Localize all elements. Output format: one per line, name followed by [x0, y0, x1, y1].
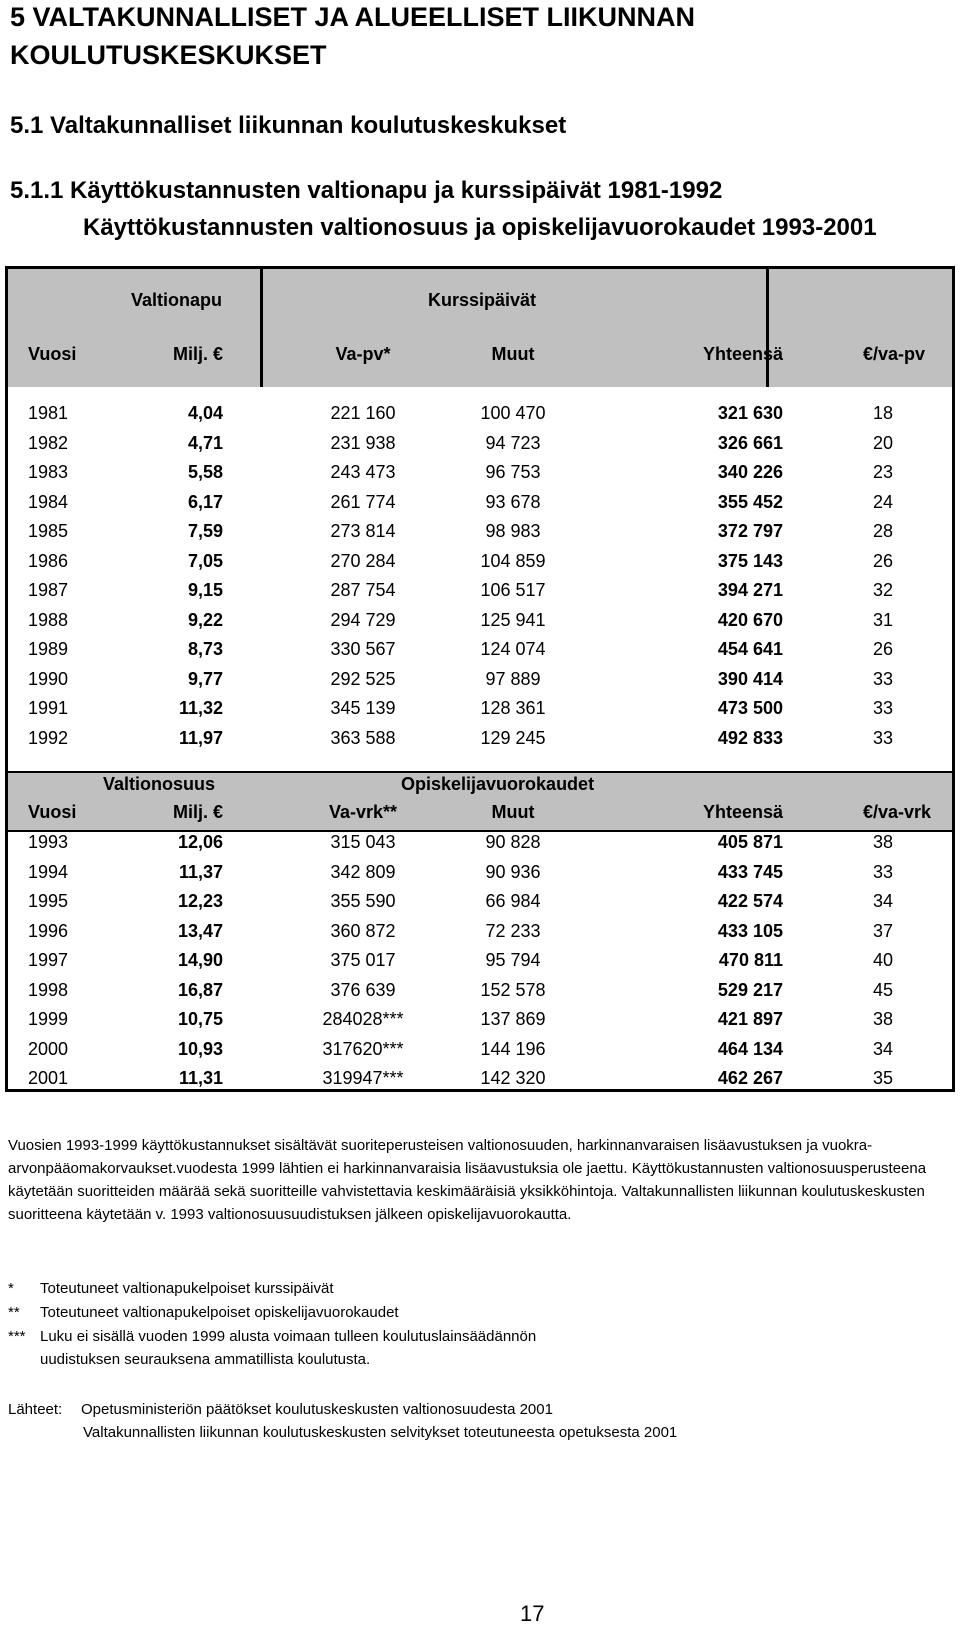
- source-1: Opetusministeriön päätökset koulutuskeskusten valtionosuudesta 2001: [81, 1401, 553, 1418]
- cell-total: 454 641: [717, 639, 783, 659]
- cell-total: 405 871: [717, 832, 783, 852]
- cell-other: 104 859: [480, 550, 546, 571]
- cell-other: 90 828: [485, 832, 541, 852]
- cell-eur-per-day: 26: [872, 550, 894, 571]
- cell-total: 464 134: [717, 1038, 783, 1059]
- cell-eur-per-day: 34: [872, 1038, 894, 1059]
- cell-eur-per-day: 31: [872, 609, 894, 630]
- cell-milj-eur: 9,77: [187, 668, 223, 689]
- cell-year: 1983: [28, 462, 69, 482]
- table2-column-header-total: Yhteensä: [702, 802, 783, 822]
- cell-milj-eur: 14,90: [177, 950, 223, 970]
- cell-va-days: 330 567: [330, 639, 396, 659]
- table2-group-left: Valtionosuus: [103, 774, 216, 794]
- cell-milj-eur: 13,47: [177, 920, 223, 941]
- cell-year: 2000: [28, 1038, 69, 1059]
- cell-other: 152 578: [480, 979, 546, 1000]
- cell-year: 1988: [28, 609, 69, 630]
- table1-column-header-milj-eur: Milj. €: [172, 344, 223, 364]
- footnote-item: [8, 1328, 536, 1345]
- cell-year: 1993: [28, 832, 69, 852]
- cell-va-days: 270 284: [330, 550, 396, 571]
- sources-label: Lähteet:: [8, 1401, 63, 1418]
- cell-eur-per-day: 35: [872, 1068, 894, 1088]
- cell-year: 1997: [28, 950, 69, 970]
- cell-eur-per-day: 26: [872, 639, 894, 659]
- cell-total: 492 833: [717, 727, 783, 748]
- cell-total: 420 670: [717, 609, 783, 630]
- cell-milj-eur: 4,04: [187, 403, 223, 423]
- cell-eur-per-day: 33: [872, 668, 894, 689]
- cell-total: 326 661: [717, 432, 783, 453]
- table1-column-header-total: Yhteensä: [702, 344, 783, 364]
- cell-total: 529 217: [717, 979, 783, 1000]
- cell-milj-eur: 16,87: [177, 979, 223, 1000]
- cell-va-days: 315 043: [330, 832, 396, 852]
- cell-milj-eur: 7,59: [187, 521, 223, 541]
- footnote-marker: ***: [8, 1328, 26, 1345]
- cell-other: 96 753: [485, 462, 541, 482]
- cell-va-days: 317620***: [322, 1038, 404, 1059]
- cell-milj-eur: 4,71: [187, 432, 223, 453]
- statistics-table: [5, 266, 955, 1092]
- cell-total: 390 414: [717, 668, 783, 689]
- cell-other: 72 233: [485, 920, 541, 941]
- cell-year: 1998: [28, 979, 69, 1000]
- cell-milj-eur: 11,37: [178, 861, 223, 882]
- cell-milj-eur: 12,06: [177, 832, 223, 852]
- cell-va-days: 319947***: [322, 1068, 404, 1088]
- cell-milj-eur: 8,73: [187, 639, 223, 659]
- cell-eur-per-day: 32: [872, 580, 894, 600]
- cell-year: 2001: [28, 1068, 69, 1088]
- table2-column-header-va-days: Va-vrk**: [328, 802, 398, 822]
- cell-total: 470 811: [718, 950, 783, 970]
- cell-year: 1995: [28, 891, 69, 911]
- footnote-text: Toteutuneet valtionapukelpoiset opiskelijavuorokaudet: [40, 1304, 399, 1321]
- cell-other: 129 245: [480, 727, 546, 748]
- cell-other: 90 936: [485, 861, 541, 882]
- cell-milj-eur: 9,15: [187, 580, 223, 600]
- cell-total: 394 271: [717, 580, 783, 600]
- cell-eur-per-day: 33: [872, 698, 894, 718]
- cell-va-days: 375 017: [330, 950, 396, 970]
- cell-eur-per-day: 23: [872, 462, 894, 482]
- chapter-title-line1: 5 VALTAKUNNALLISET JA ALUEELLISET LIIKUNNAN: [10, 2, 695, 32]
- cell-va-days: 231 938: [330, 432, 396, 453]
- cell-milj-eur: 6,17: [187, 491, 223, 512]
- cell-other: 124 074: [480, 639, 546, 659]
- table1-column-header-eur-per-day: €/va-pv: [863, 344, 926, 364]
- table1-column-header-other: Muut: [491, 344, 535, 364]
- cell-eur-per-day: 34: [872, 891, 894, 911]
- cell-total: 340 226: [717, 462, 783, 482]
- cell-va-days: 273 814: [330, 521, 396, 541]
- cell-other: 142 320: [480, 1068, 546, 1088]
- header-divider-2: [766, 269, 769, 387]
- cell-milj-eur: 11,97: [178, 727, 223, 748]
- table2-group-right: Opiskelijavuorokaudet: [401, 774, 595, 794]
- cell-va-days: 261 774: [330, 491, 396, 512]
- cell-total: 321 630: [717, 403, 783, 423]
- cell-year: 1990: [28, 668, 69, 689]
- cell-va-days: 360 872: [330, 920, 396, 941]
- cell-other: 128 361: [480, 698, 546, 718]
- cell-other: 137 869: [480, 1009, 546, 1029]
- table1-group-left: Valtionapu: [131, 290, 223, 310]
- table1-column-header-va-days: Va-pv*: [335, 344, 391, 364]
- cell-other: 100 470: [480, 403, 546, 423]
- section-title: 5.1 Valtakunnalliset liikunnan koulutuskeskukset: [10, 112, 567, 139]
- cell-other: 106 517: [480, 580, 546, 600]
- table1-header-band: [8, 269, 952, 387]
- cell-milj-eur: 10,75: [177, 1009, 223, 1029]
- footnote-marker: **: [8, 1304, 20, 1321]
- source-2: Valtakunnallisten liikunnan koulutuskeskusten selvitykset toteutuneesta opetuksesta 2001: [83, 1424, 678, 1441]
- cell-year: 1992: [28, 727, 69, 748]
- cell-va-days: 221 160: [330, 403, 396, 423]
- cell-other: 144 196: [480, 1038, 546, 1059]
- cell-eur-per-day: 45: [872, 979, 894, 1000]
- cell-year: 1987: [28, 580, 69, 600]
- cell-eur-per-day: 38: [872, 832, 894, 852]
- cell-eur-per-day: 33: [872, 861, 894, 882]
- cell-year: 1996: [28, 920, 69, 941]
- table2-column-header-year: Vuosi: [28, 802, 77, 822]
- cell-year: 1982: [28, 432, 69, 453]
- cell-eur-per-day: 24: [872, 491, 894, 512]
- cell-va-days: 345 139: [330, 698, 396, 718]
- cell-eur-per-day: 20: [872, 432, 894, 453]
- cell-other: 93 678: [485, 491, 541, 512]
- cell-other: 94 723: [485, 432, 541, 453]
- cell-va-days: 376 639: [330, 979, 396, 1000]
- cell-va-days: 363 588: [330, 727, 396, 748]
- cell-va-days: 287 754: [330, 580, 396, 600]
- table2-column-header-other: Muut: [491, 802, 535, 822]
- table2-column-header-milj-eur: Milj. €: [172, 802, 223, 822]
- footnote-item: [8, 1280, 334, 1297]
- cell-eur-per-day: 28: [872, 521, 894, 541]
- cell-total: 422 574: [717, 891, 783, 911]
- cell-other: 125 941: [480, 609, 546, 630]
- footnote-text: Toteutuneet valtionapukelpoiset kurssipäivät: [40, 1280, 334, 1297]
- cell-eur-per-day: 18: [872, 403, 894, 423]
- cell-va-days: 294 729: [330, 609, 396, 630]
- cell-milj-eur: 12,23: [177, 891, 223, 911]
- page-number: 17: [520, 1601, 545, 1626]
- cell-va-days: 355 590: [330, 891, 396, 911]
- cell-year: 1981: [28, 403, 69, 423]
- footnote-item: [8, 1304, 399, 1321]
- cell-va-days: 243 473: [330, 462, 396, 482]
- chapter-title-line2: KOULUTUSKESKUKSET: [10, 40, 327, 70]
- footnote-text: Luku ei sisällä vuoden 1999 alusta voimaan tulleen koulutuslainsäädännön: [40, 1328, 537, 1345]
- cell-other: 98 983: [485, 521, 541, 541]
- cell-eur-per-day: 40: [872, 950, 894, 970]
- cell-total: 372 797: [717, 521, 783, 541]
- cell-year: 1994: [28, 861, 69, 882]
- cell-year: 1986: [28, 550, 69, 571]
- cell-year: 1999: [28, 1009, 69, 1029]
- cell-milj-eur: 7,05: [187, 550, 223, 571]
- cell-year: 1985: [28, 521, 69, 541]
- cell-total: 473 500: [717, 698, 783, 718]
- cell-va-days: 292 525: [330, 668, 396, 689]
- cell-milj-eur: 11,32: [178, 698, 223, 718]
- header-divider-1: [260, 269, 263, 387]
- cell-eur-per-day: 37: [872, 920, 894, 941]
- subsection-title-line1: 5.1.1 Käyttökustannusten valtionapu ja kurssipäivät 1981-1992: [10, 177, 723, 204]
- cell-milj-eur: 11,31: [178, 1068, 223, 1088]
- table1-column-header-year: Vuosi: [28, 344, 77, 364]
- cell-milj-eur: 10,93: [177, 1038, 223, 1059]
- cell-milj-eur: 9,22: [187, 609, 223, 630]
- cell-va-days: 342 809: [330, 861, 396, 882]
- cell-year: 1989: [28, 639, 69, 659]
- cell-eur-per-day: 33: [872, 727, 894, 748]
- subsection-title-line2: Käyttökustannusten valtionosuus ja opiskelijavuorokaudet 1993-2001: [83, 214, 877, 241]
- footnote-marker: *: [8, 1280, 14, 1297]
- cell-va-days: 284028***: [322, 1009, 404, 1029]
- cell-total: 375 143: [717, 550, 783, 571]
- cell-year: 1984: [28, 491, 69, 512]
- cell-other: 97 889: [485, 668, 541, 689]
- table1-group-right: Kurssipäivät: [428, 290, 537, 310]
- explanatory-paragraph: Vuosien 1993-1999 käyttökustannukset sisältävät suoriteperusteisen valtionosuuden, harkinnanvaraisen lisäavustuksen ja vuokra-arvonpääomakorvaukset.vuodesta 1999 lähtien ei harkinnanvaraisia lisäavustuksia ole jaettu. Käyttökustannusten valtionosuusperusteena käytetään suoritteiden määrää sekä suoritteille vahvistettavia keskimääräisiä yksikköhintoja. Valtakunnallisten liikunnan koulutuskeskusten suoritteena käytetään v. 1993 valtionosuusuudistuksen jälkeen opiskelijavuorokautta.: [8, 1137, 927, 1223]
- cell-eur-per-day: 38: [872, 1009, 894, 1029]
- cell-other: 95 794: [485, 950, 541, 970]
- footnote-continuation: uudistuksen seurauksena ammatillista koulutusta.: [40, 1351, 371, 1368]
- cell-milj-eur: 5,58: [187, 462, 223, 482]
- cell-total: 462 267: [717, 1068, 783, 1088]
- cell-total: 433 105: [717, 920, 783, 941]
- cell-other: 66 984: [485, 891, 541, 911]
- cell-total: 355 452: [717, 491, 783, 512]
- cell-total: 433 745: [717, 861, 783, 882]
- cell-year: 1991: [28, 698, 69, 718]
- cell-total: 421 897: [717, 1009, 783, 1029]
- table2-column-header-eur-per-day: €/va-vrk: [863, 802, 932, 822]
